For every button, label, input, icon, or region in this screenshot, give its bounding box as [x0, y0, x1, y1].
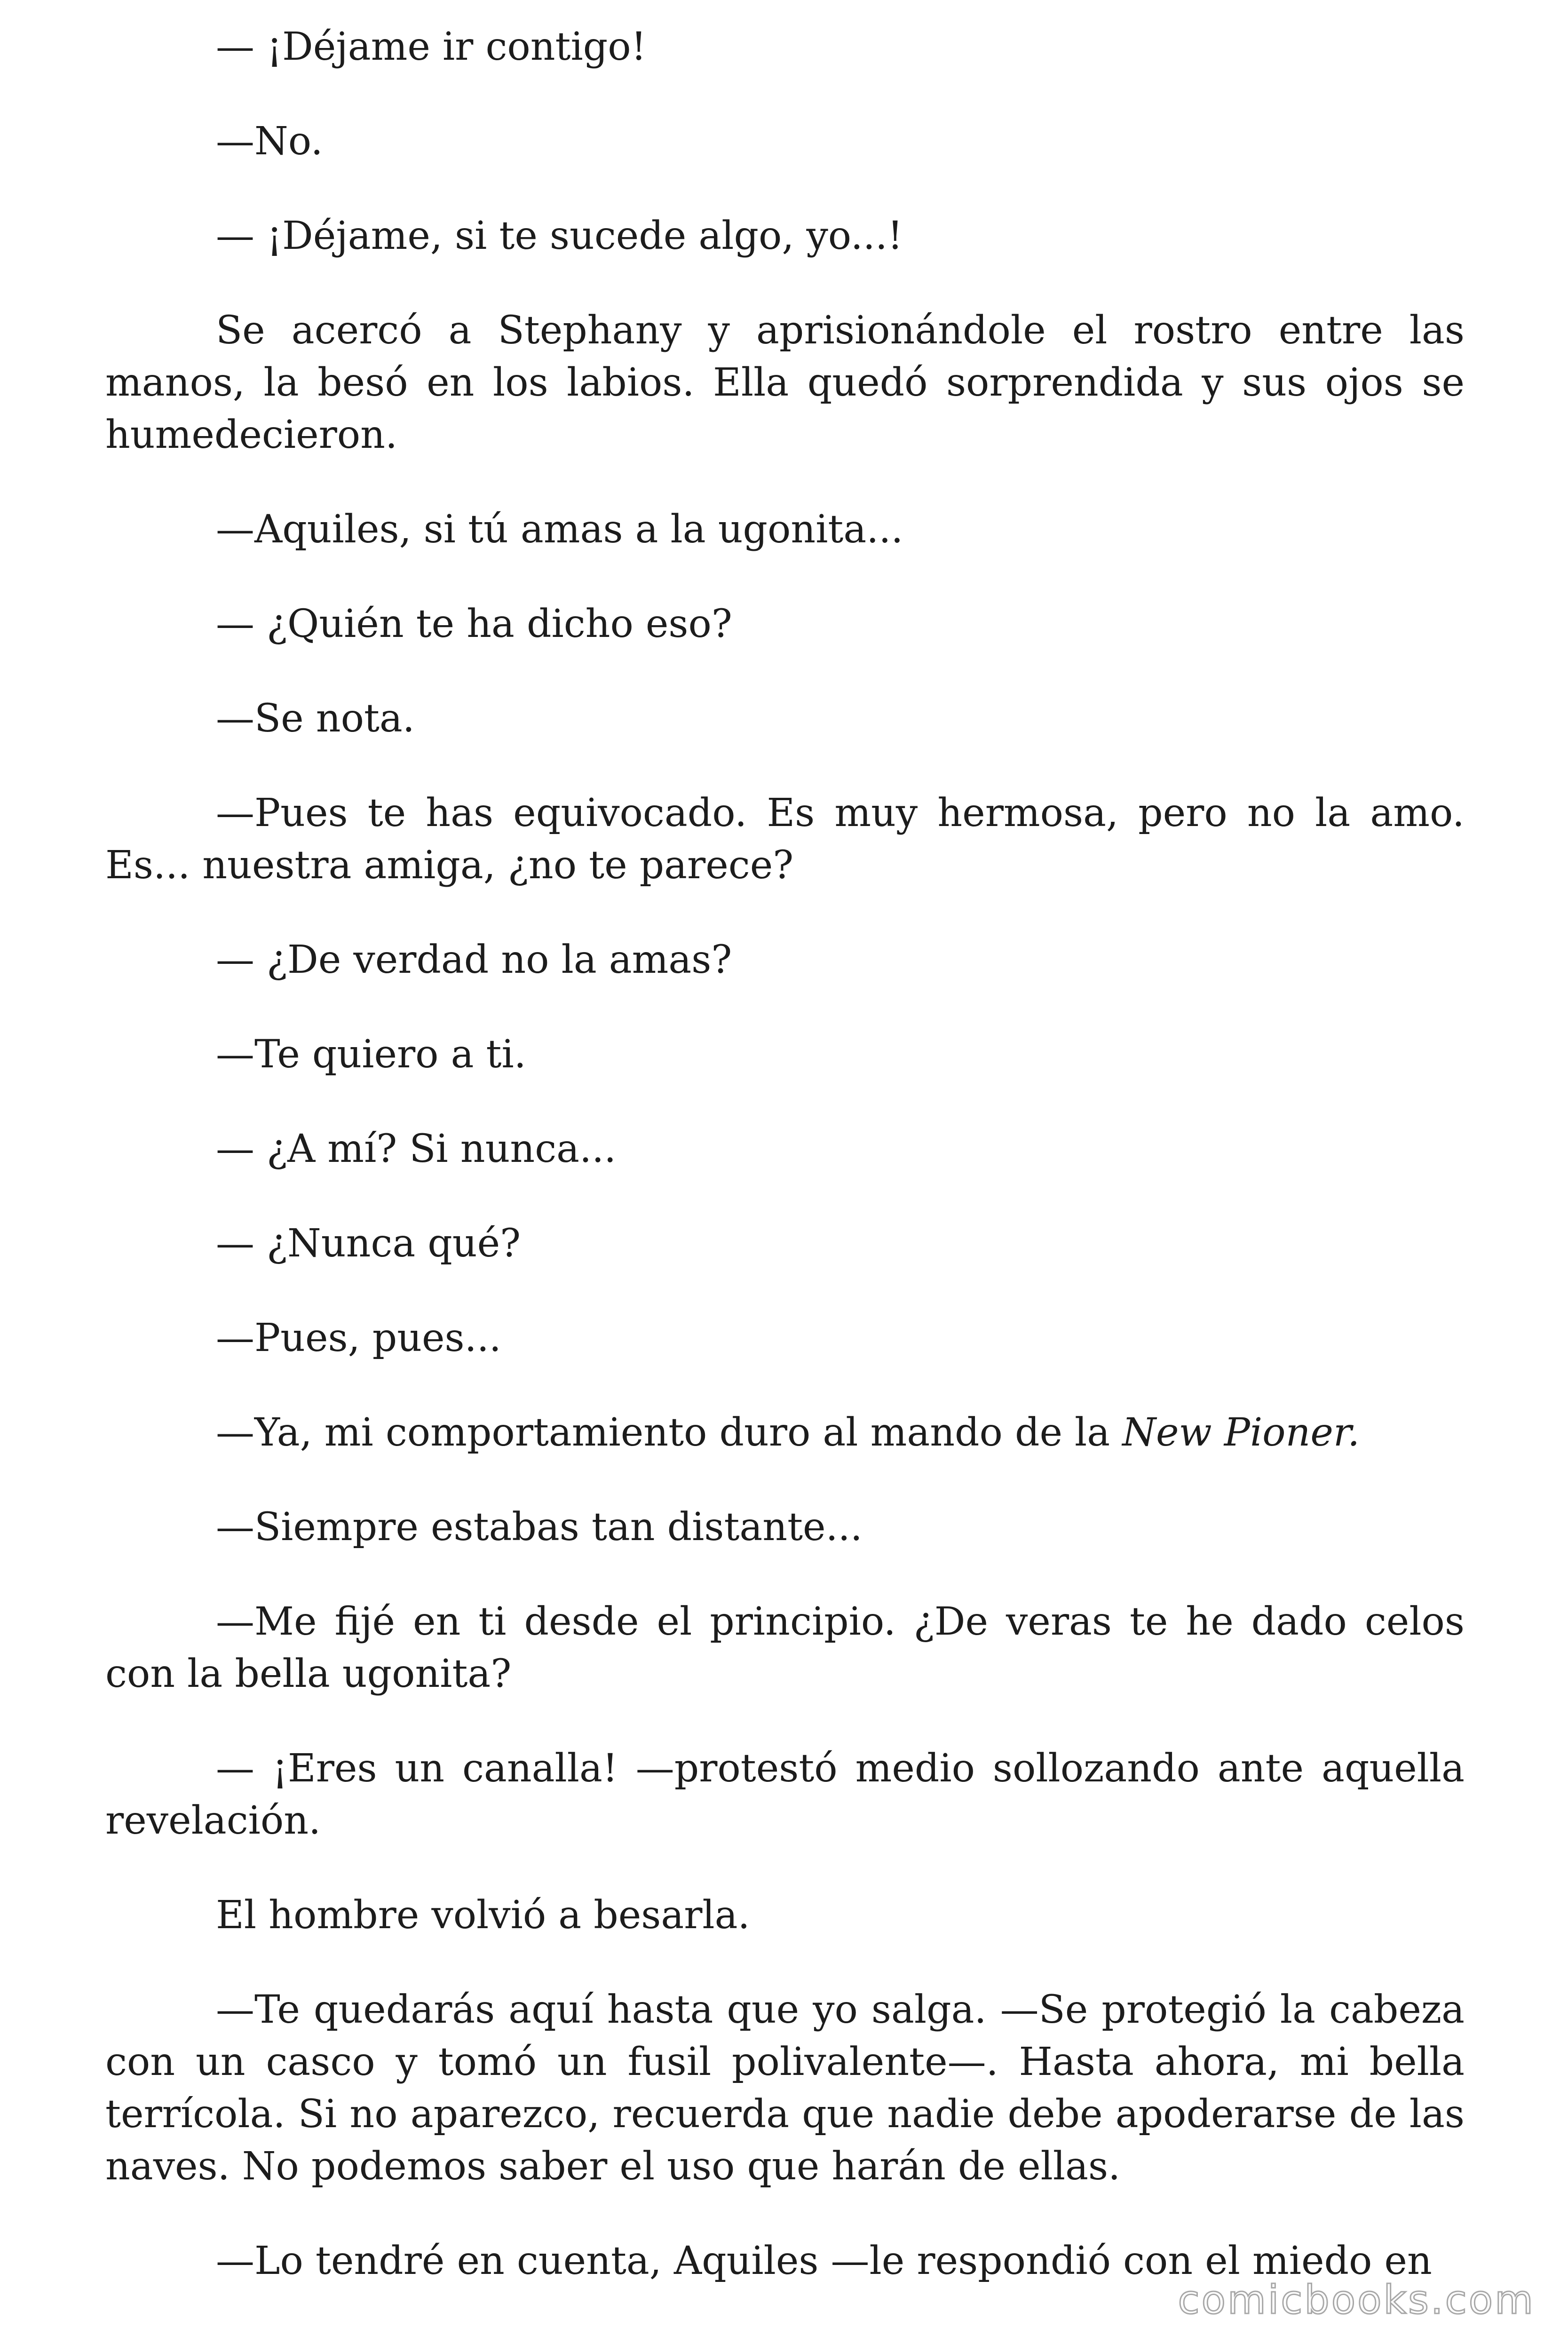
text-segment: —Se nota. [216, 696, 415, 741]
text-segment: —Aquiles, si tú amas a la ugonita... [216, 507, 903, 552]
paragraph [105, 503, 1465, 556]
paragraph [105, 934, 1465, 986]
text-segment: —No. [216, 119, 323, 164]
paragraph [105, 304, 1465, 461]
paragraph [105, 1217, 1465, 1270]
book-page [105, 0, 1465, 2287]
text-segment: —Siempre estabas tan distante... [216, 1505, 863, 1549]
paragraph [105, 1742, 1465, 1847]
paragraph [105, 787, 1465, 891]
watermark: comicbooks.com [1178, 2277, 1535, 2323]
text-segment: —Lo tendré en cuenta, Aquiles —le respondió con el miedo en [216, 2239, 1432, 2283]
text-segment: —Te quedarás aquí hasta que yo salga. —Se protegió la cabeza con un casco y tomó un fusil polivalente—. Hasta ahora, mi bella terrícola. Si no aparezco, recuerda que nadie debe apoderarse de las naves. No podemos saber el uso que harán de ellas. [105, 1987, 1465, 2189]
text-segment: — ¡Déjame, si te sucede algo, yo...! [216, 214, 903, 258]
paragraph [105, 1501, 1465, 1553]
paragraph [105, 1984, 1465, 2193]
text-segment: —Me fijé en ti desde el principio. ¿De veras te he dado celos con la bella ugonita? [105, 1599, 1465, 1696]
text-segment: — ¿De verdad no la amas? [216, 938, 732, 982]
paragraph [105, 210, 1465, 262]
text-segment: — ¿Nunca qué? [216, 1221, 521, 1266]
text-segment: El hombre volvió a besarla. [216, 1893, 750, 1938]
text-segment: Se acercó a Stephany y aprisionándole el rostro entre las manos, la besó en los labios. Ella quedó sorprendida y sus ojos se humedecieron. [105, 308, 1465, 457]
text-segment: — ¡Eres un canalla! —protestó medio sollozando ante aquella revelación. [105, 1746, 1465, 1843]
paragraph [105, 598, 1465, 650]
text-segment: — ¿A mí? Si nunca... [216, 1127, 617, 1171]
paragraph [105, 1028, 1465, 1081]
text-segment: —Pues te has equivocado. Es muy hermosa, pero no la amo. Es... nuestra amiga, ¿no te parece? [105, 791, 1465, 888]
paragraph [105, 21, 1465, 73]
paragraph [105, 1312, 1465, 1364]
text-body [105, 21, 1465, 2287]
italic-text-segment: New Pioner. [1122, 1410, 1360, 1455]
paragraph [105, 1406, 1465, 1459]
paragraph [105, 1889, 1465, 1941]
paragraph [105, 692, 1465, 745]
text-segment: — ¡Déjame ir contigo! [216, 24, 647, 69]
text-segment: — ¿Quién te ha dicho eso? [216, 602, 732, 646]
paragraph [105, 1596, 1465, 1700]
text-segment: —Pues, pues... [216, 1316, 501, 1360]
text-segment: —Te quiero a ti. [216, 1032, 526, 1077]
paragraph [105, 1123, 1465, 1175]
text-segment: —Ya, mi comportamiento duro al mando de la [216, 1410, 1123, 1455]
paragraph [105, 115, 1465, 167]
